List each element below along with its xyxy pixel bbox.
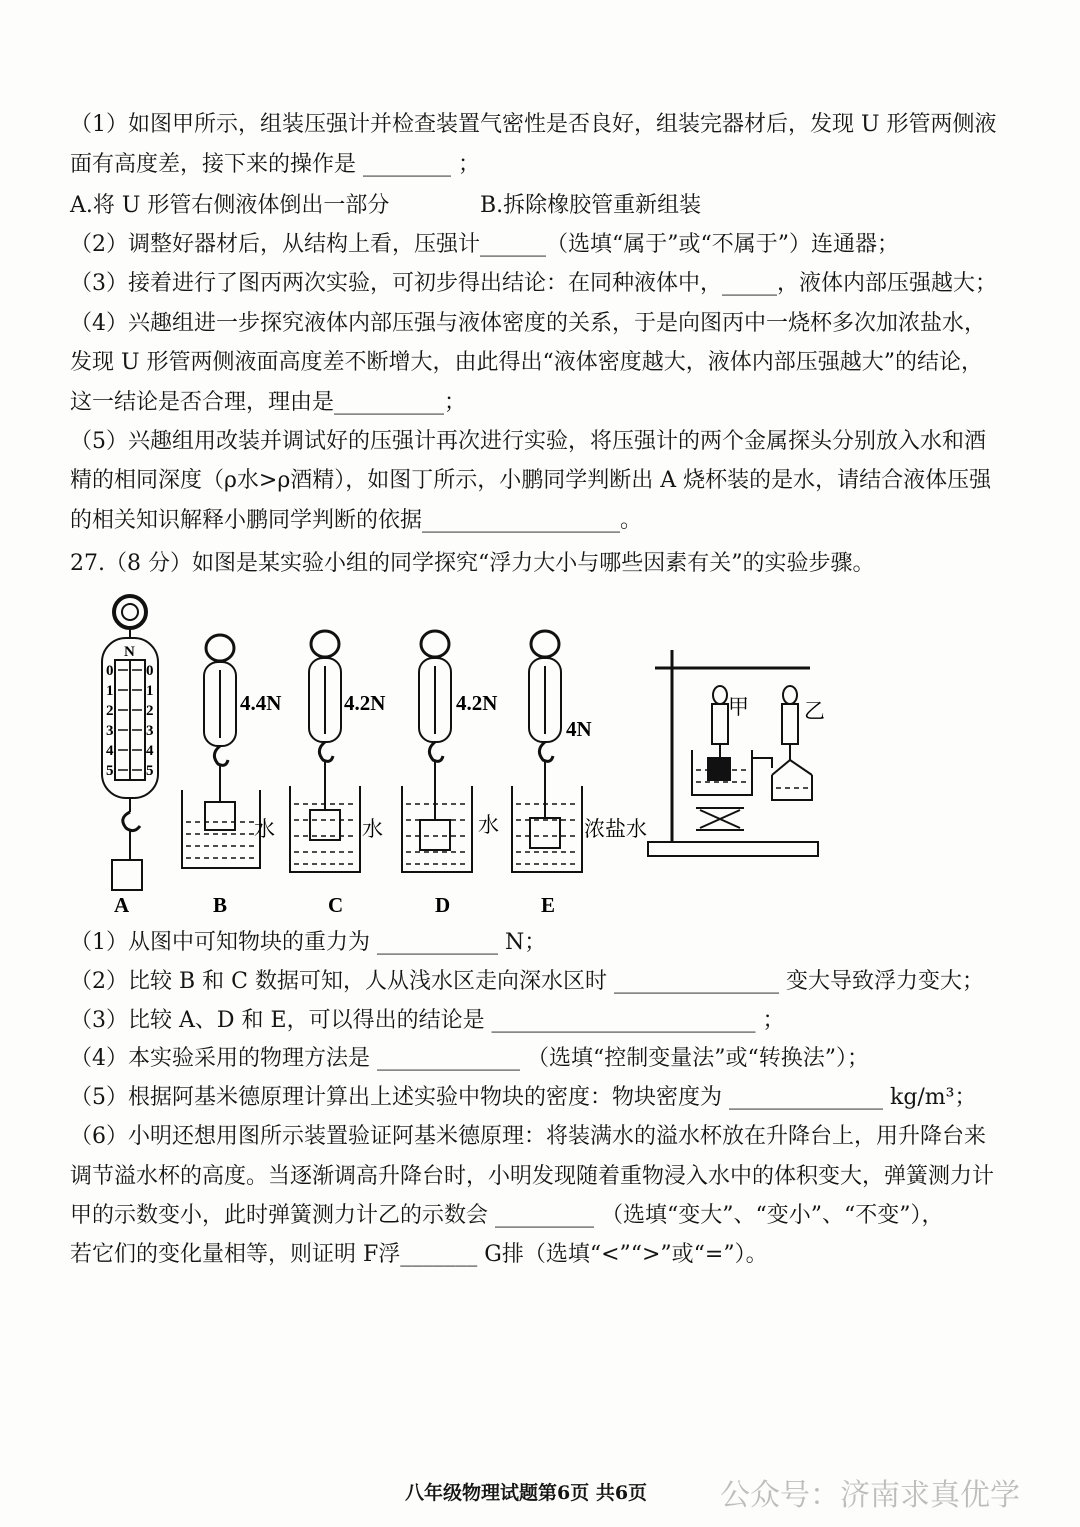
scale-tick-1-right: 1 [146, 683, 154, 699]
scale-tick-4-left: 4 [106, 743, 114, 759]
buoyancy-experiment-figure [60, 590, 840, 920]
meter-label-yi: 乙 [804, 699, 825, 723]
figure-label-e: E [541, 893, 556, 917]
scale-tick-5-right: 5 [146, 763, 154, 779]
archimedes-apparatus [648, 650, 818, 856]
q26-part5-line3: 的相关知识解释小鹏同学判断的依据__________________。 [70, 508, 643, 533]
q26-part4-line1: （4）兴趣组进一步探究液体内部压强与液体密度的关系，于是向图丙中一烧杯多次加浓盐水， [70, 311, 987, 336]
q26-part5-line1: （5）兴趣组用改装并调试好的压强计再次进行实验，将压强计的两个金属探头分别放入水和酒 [70, 429, 987, 454]
spring-scale-b [182, 635, 260, 868]
q26-part3: （3）接着进行了图丙两次实验，可初步得出结论：在同种液体中，_____，液体内部压强越大； [70, 271, 997, 296]
scale-tick-0-right: 0 [146, 663, 154, 679]
scale-tick-5-left: 5 [106, 763, 114, 779]
scale-tick-4-right: 4 [146, 743, 154, 759]
figure-label-a: A [114, 893, 130, 917]
figure-label-d: D [435, 893, 451, 917]
q26-part1-line2: 面有高度差，接下来的操作是 ________ ； [70, 152, 480, 177]
q27-intro: 27.（8 分）如图是某实验小组的同学探究“浮力大小与哪些因素有关”的实验步骤。 [70, 551, 875, 576]
q27-part6-line1: （6）小明还想用图所示装置验证阿基米德原理：将装满水的溢水杯放在升降台上，用升降台来 [70, 1124, 987, 1149]
figure-label-b: B [213, 893, 228, 917]
scale-tick-3-right: 3 [146, 723, 154, 739]
scale-tick-2-left: 2 [106, 703, 114, 719]
reading-c: 4.2N [344, 691, 386, 715]
q26-option-a: A.将 U 形管右侧液体倒出一部分 [70, 193, 390, 218]
liquid-label-b: 水 [254, 817, 275, 841]
scale-tick-3-left: 3 [106, 723, 114, 739]
q27-part1: （1）从图中可知物块的重力为 ___________ N； [70, 930, 547, 955]
scale-tick-0-left: 0 [106, 663, 114, 679]
reading-b: 4.4N [240, 691, 282, 715]
q26-option-b: B.拆除橡胶管重新组装 [480, 193, 702, 218]
q27-part6-line3: 甲的示数变小，此时弹簧测力计乙的示数会 _________ （选填“变大”、“变小”、“不变”）， [70, 1203, 944, 1228]
q27-part6-line4: 若它们的变化量相等，则证明 F浮_______ G排（选填“<”“>”或“=”）。 [70, 1242, 768, 1267]
scale-tick-1-left: 1 [106, 683, 114, 699]
figure-label-c: C [328, 893, 344, 917]
liquid-label-e: 浓盐水 [584, 817, 647, 841]
q26-part5-line2: 精的相同深度（ρ水>ρ酒精），如图丁所示，小鹏同学判断出 A 烧杯装的是水，请结合液体压强 [70, 468, 992, 493]
scale-tick-2-right: 2 [146, 703, 154, 719]
liquid-label-c: 水 [362, 817, 383, 841]
reading-d: 4.2N [456, 691, 498, 715]
q27-part4: （4）本实验采用的物理方法是 _____________ （选填“控制变量法”或“转换法”）； [70, 1046, 869, 1071]
q27-part3: （3）比较 A、D 和 E，可以得出的结论是 ________________________ ； [70, 1008, 785, 1033]
page-footer: 八年级物理试题第6页 共6页 [405, 1482, 648, 1504]
q27-part2: （2）比较 B 和 C 数据可知，人从浅水区走向深水区时 _______________ 变大导致浮力变大； [70, 969, 984, 994]
q27-part5: （5）根据阿基米德原理计算出上述实验中物块的密度：物块密度为 ______________ kg/m³； [70, 1085, 977, 1110]
q26-part1-line1: （1）如图甲所示，组装压强计并检查装置气密性是否良好，组装完器材后，发现 U 形管两侧液 [70, 112, 997, 137]
q26-part4-line2: 发现 U 形管两侧液面高度差不断增大，由此得出“液体密度越大，液体内部压强越大”的结论， [70, 350, 984, 375]
q26-part2: （2）调整好器材后，从结构上看，压强计______（选填“属于”或“不属于”）连通器； [70, 232, 899, 257]
q26-part4-line3: 这一结论是否合理，理由是__________； [70, 390, 467, 415]
reading-e: 4N [566, 717, 592, 741]
watermark: 公众号：济南求真优学 [720, 1478, 1020, 1513]
scale-unit-label: N [124, 644, 135, 660]
meter-label-jia: 甲 [728, 695, 749, 719]
liquid-label-d: 水 [478, 813, 499, 837]
q27-part6-line2: 调节溢水杯的高度。当逐渐调高升降台时，小明发现随着重物浸入水中的体积变大，弹簧测力计 [70, 1164, 995, 1189]
